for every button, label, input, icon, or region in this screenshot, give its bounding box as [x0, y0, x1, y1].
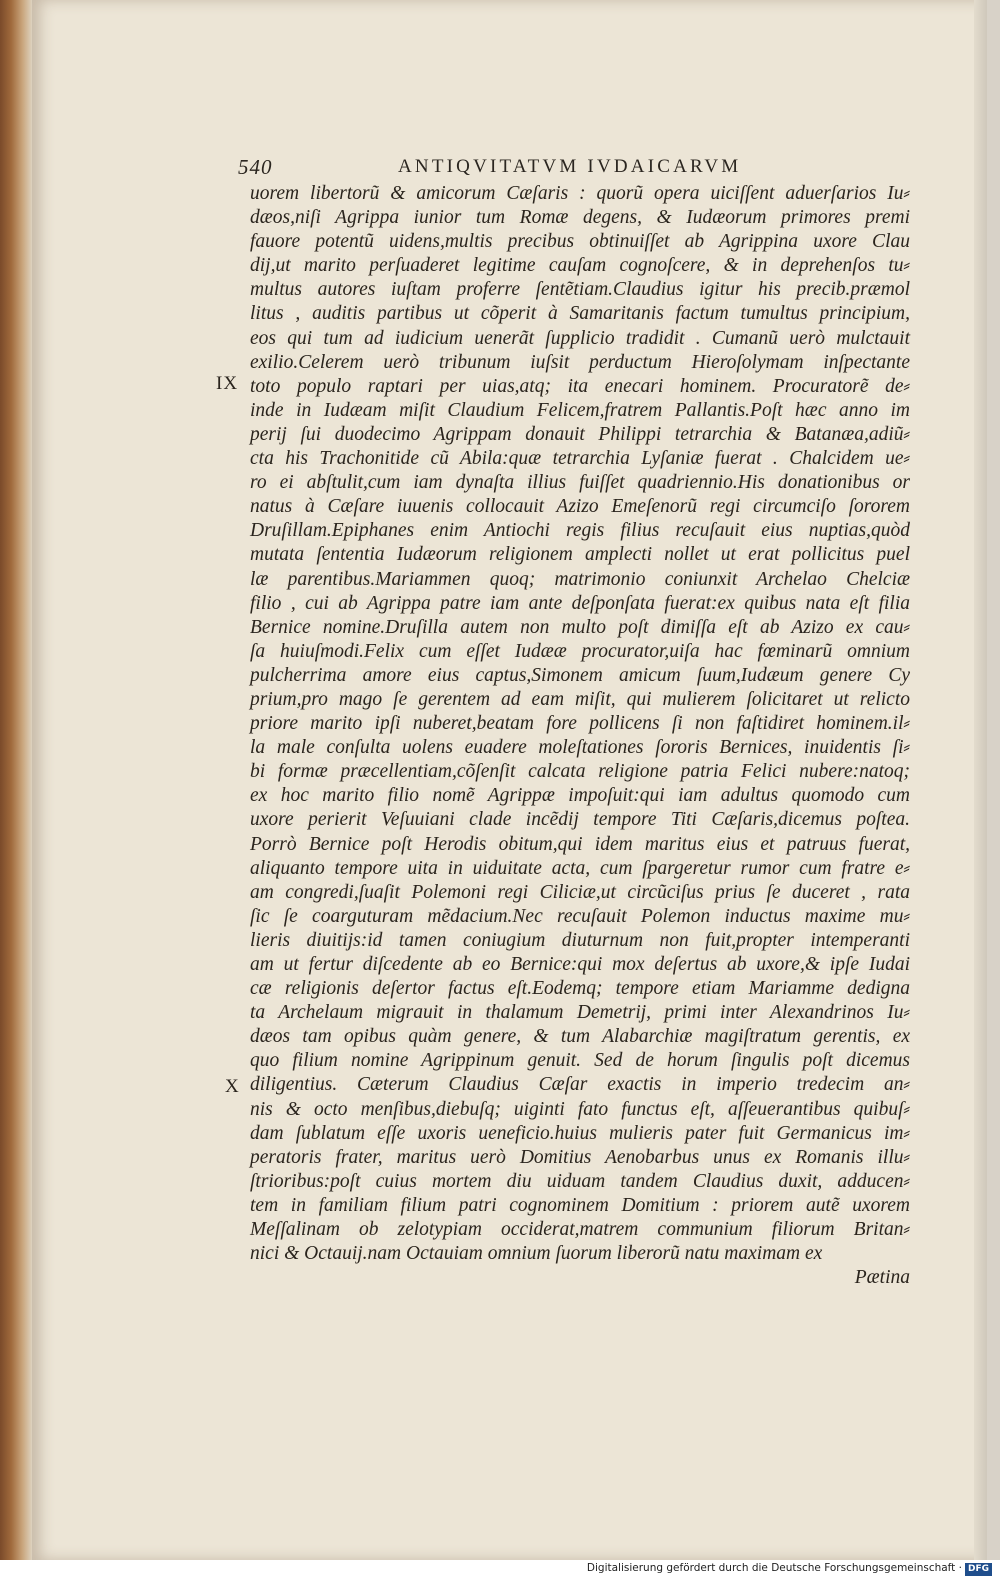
text-line: uorem libertorũ & amicorum Cæſaris : quorũ opera uiciſſent aduerſarios Iu⸗: [250, 183, 910, 204]
text-line: priore marito ipſi nuberet,beatam fore pollicens ſi non faſtidiret hominem.il⸗: [250, 713, 910, 735]
text-line: dæos,niſi Agrippa iunior tum Romæ degens, & Iudæorum primores premi: [250, 207, 910, 229]
text-line: mutata ſententia Iudæorum religionem amplecti nollet ut erat pollicitus puel: [250, 544, 910, 566]
margin-marker-ix: IX: [216, 373, 239, 394]
text-line: Meſſalinam ob zelotypiam occiderat,matrem communium filiorum Britan⸗: [250, 1219, 910, 1241]
text-line: fauore potentũ uidens,multis precibus obtinuiſſet ab Agrippina uxore Clau: [250, 231, 910, 253]
text-line: aliquanto tempore uita in uiduitate acta, cum ſpargeretur rumor cum fratre e⸗: [250, 857, 910, 879]
text-line: dij,ut marito perſuaderet legitime cauſam cognoſcere, & in deprehenſos tu⸗: [250, 255, 910, 277]
text-line: nici & Octauij.nam Octauiam omnium ſuorum liberorũ natu maximam ex: [250, 1243, 823, 1265]
text-line: quo filium nomine Agrippinum genuit. Sed de horum ſingulis poſt dicemus: [250, 1050, 910, 1072]
text-line: natus à Cæſare iuuenis collocauit Azizo Emeſenorũ regi circumciſo ſororem: [250, 496, 910, 518]
dfg-logo[interactable]: DFG: [965, 1563, 992, 1576]
page-header: [238, 155, 908, 181]
book-spine: [0, 0, 32, 1560]
text-line: multus autores iuſtam proferre ſentẽtiam.Claudius igitur his precib.præmol: [250, 279, 910, 301]
text-line: am congredi,ſuaſit Polemoni regi Ciliciæ,ut circũciſus prius ſe duceret , rata: [250, 881, 910, 903]
text-line: la male conſulta uolens euadere moleſtationes ſororis Bernices, inuidentis ſi⸗: [250, 737, 910, 759]
funding-notice: Digitalisierung gefördert durch die Deutsche Forschungsgemeinschaft ·: [586, 1562, 962, 1574]
text-line: inde in Iudæam miſit Claudium Felicem,fratrem Pallantis.Poſt hæc anno im: [250, 399, 910, 421]
text-line: ſic ſe coarguturam mẽdacium.Nec recuſauit Polemon inductus maxime mu⸗: [250, 905, 910, 927]
page-number: 540: [238, 155, 273, 179]
text-line: perij ſui duodecimo Agrippam donauit Philippi tetrarchia & Batanæa,adiũ⸗: [250, 423, 910, 445]
text-line: toto populo raptari per uias,atq; ita enecari hominem. Procuratorẽ de⸗: [250, 375, 910, 397]
text-line: dæos tam opibus quàm genere, & tum Alabarchiæ magiſtratum gerentis, ex: [250, 1026, 910, 1048]
text-line: prium,pro mago ſe gerentem ad eam miſit, qui mulierem ſolicitaret ut relicto: [250, 688, 910, 710]
text-line: Bernice nomine.Druſilla autem non multo poſt dimiſſa eſt ab Azizo ex cau⸗: [250, 616, 910, 638]
text-line: læ parentibus.Mariammen quoq; matrimonio coniunxit Archelao Chelciæ: [250, 568, 910, 590]
text-line: ro ei abſtulit,cum iam dynaſta illius fuiſſet quadriennio.His donationibus or: [250, 472, 910, 494]
text-line: uxore perierit Veſuuiani clade incẽdij tempore Titi Cæſaris,dicemus poſtea.: [250, 809, 910, 831]
body-text: [250, 182, 910, 1290]
text-line: ta Archelaum migrauit in thalamum Demetrij, primi inter Alexandrinos Iu⸗: [250, 1002, 910, 1024]
text-line: filio , cui ab Agrippa patre iam ante deſponſata fuerat:ex quibus nata eſt filia: [250, 592, 910, 614]
text-line: bi formæ præcellentiam,cõſenſit calcata religione patria Felici nubere:natoq;: [250, 761, 910, 783]
text-line: dam ſublatum eſſe uxoris ueneficio.huius mulieris pater fuit Germanicus im⸗: [250, 1122, 910, 1144]
text-line: cæ religionis deſertor factus eſt.Eodemq; tempore etiam Mariamme dedigna: [250, 978, 910, 1000]
text-line: diligentius. Cæterum Claudius Cæſar exactis in imperio tredecim an⸗: [250, 1074, 910, 1096]
text-line: litus , auditis partibus ut cõperit à Samaritanis factum tumultus principium,: [250, 303, 910, 325]
text-line: Porrò Bernice poſt Herodis obitum,qui idem maritus eius et patruus fuerat,: [250, 833, 910, 855]
text-line: nis & octo menſibus,diebuſq; uiginti fato functus eſt, aſſeuerantibus quibuſ⸗: [250, 1098, 910, 1120]
margin-marker-x: X: [225, 1076, 240, 1097]
text-line: lieris diuitijs:id tamen coniugium diuturnum non fuit,propter intemperanti: [250, 929, 910, 951]
catchword: Pætina: [854, 1267, 910, 1289]
footer: [0, 1560, 1000, 1577]
text-line: ex hoc marito filio nomẽ Agrippæ impoſuit:qui iam adultus quomodo cum: [250, 785, 910, 807]
text-line: tem in familiam filium patri cognominem Domitium : priorem autẽ uxorem: [250, 1194, 910, 1216]
text-line: ſa huiuſmodi.Felix cum eſſet Iudææ procurator,uiſa hac fœminarũ omnium: [250, 640, 910, 662]
text-line: Druſillam.Epiphanes enim Antiochi regis filius recuſauit eius nuptias,quòd: [250, 520, 910, 542]
page-edge: [974, 0, 987, 1560]
running-head: ANTIQVITATVM IVDAICARVM: [398, 156, 742, 177]
text-line: eos qui tum ad iudicium uenerãt ſupplicio tradidit . Cumanũ uerò mulctauit: [250, 327, 910, 349]
text-line: exilio.Celerem uerò tribunum iuſsit perductum Hieroſolymam inſpectante: [250, 351, 910, 373]
text-line: pulcherrima amore eius captus,Simonem amicum ſuum,Iudæum genere Cy: [250, 664, 910, 686]
text-line: peratoris frater, maritus uerò Domitius Aenobarbus unus ex Romanis illu⸗: [250, 1146, 910, 1168]
text-line: ſtrioribus:poſt cuius mortem diu uiduam tandem Claudius duxit, adducen⸗: [250, 1170, 910, 1192]
text-line: cta his Trachonitide cũ Abila:quæ tetrarchia Lyſaniæ fuerat . Chalcidem ue⸗: [250, 448, 910, 470]
text-line: am ut fertur diſcedente ab eo Bernice:qui mox deſertus ab uxore,& ipſe Iudai: [250, 954, 910, 975]
